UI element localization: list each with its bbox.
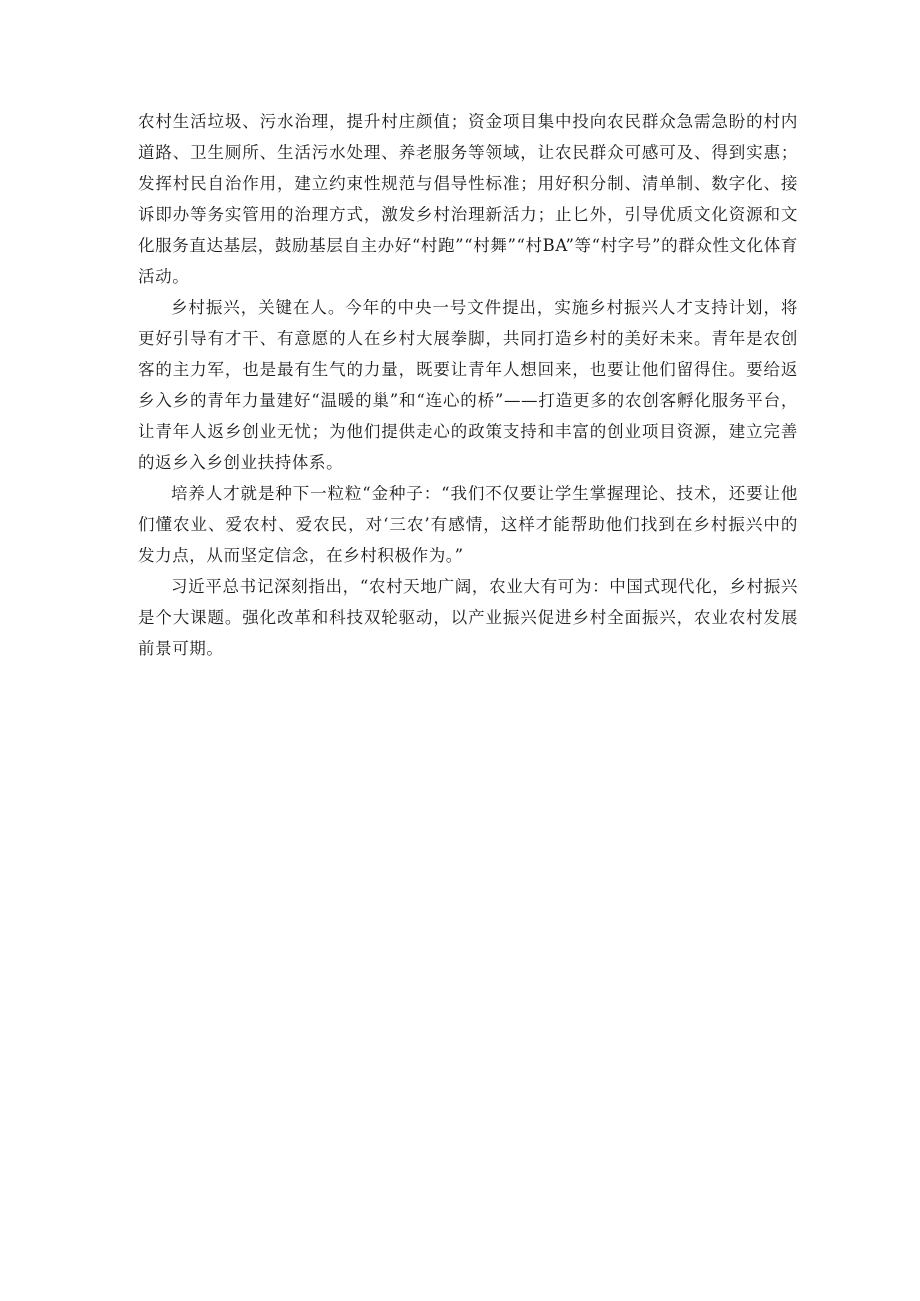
paragraph-4: 习近平总书记深刻指出，“农村天地广阔，农业大有可为：中国式现代化，乡村振兴是个大课题。强化改革和科技双轮驱动，以产业振兴促进乡村全面振兴，农业农村发展前景可期。: [138, 577, 798, 658]
paragraph-1: 农村生活垃圾、污水治理，提升村庄颜值；资金项目集中投向农民群众急需急盼的村内道路、卫生厕所、生活污水处理、养老服务等领域，让农民群众可感可及、得到实惠；发挥村民自治作用，建立约束性规范与倡导性标准；用好积分制、清单制、数字化、接诉即办等务实管用的治理方式，激发乡村治理新活力；止匕外，引导优质文化资源和文化服务直达基层，鼓励基层自主办好“村跑”“村舞”“村BA”等“村字号”的群众性文化体育活动。: [138, 112, 798, 286]
document-body: [138, 106, 798, 664]
paragraph-3: 培养人才就是种下一粒粒“金种子：“我们不仅要让学生掌握理论、技术，还要让他们懂农业、爱农村、爱农民，对‘三农’有感情，这样才能帮助他们找到在乡村振兴中的发力点，从而坚定信念，在乡村积极作为。”: [138, 484, 798, 565]
paragraph-2: 乡村振兴，关键在人。今年的中央一号文件提出，实施乡村振兴人才支持计划，将更好引导有才干、有意愿的人在乡村大展拳脚，共同打造乡村的美好未来。青年是农创客的主力军，也是最有生气的力量，既要让青年人想回来，也要让他们留得住。要给返乡入乡的青年力量建好“温暖的巢”和“连心的桥”——打造更多的农创客孵化服务平台，让青年人返乡创业无忧；为他们提供走心的政策支持和丰富的创业项目资源，建立完善的返乡入乡创业扶持体系。: [138, 298, 798, 472]
